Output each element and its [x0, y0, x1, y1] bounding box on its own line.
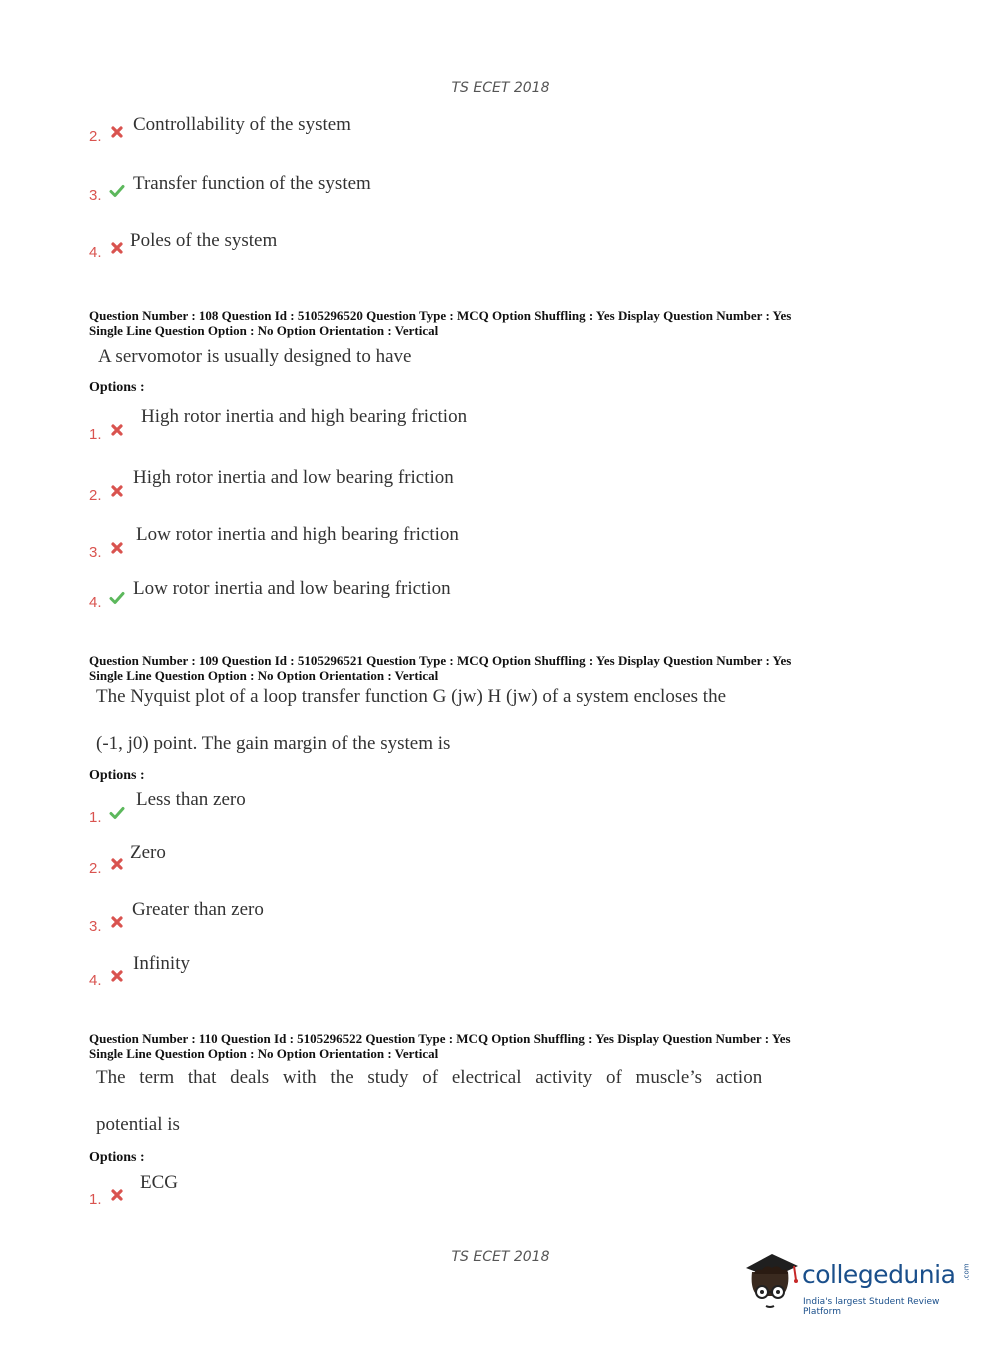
cross-icon — [109, 240, 125, 256]
logo-brand: collegedunia — [802, 1260, 956, 1289]
question-meta-line: Question Number : 108 Question Id : 5105296520 Question Type : MCQ Option Shuffling : Yes Display Question Number : Yes — [89, 308, 792, 323]
options-label: Options : — [89, 768, 145, 783]
option-number: 3. — [89, 544, 102, 561]
question-meta-line: Single Line Question Option : No Option Orientation : Vertical — [89, 1046, 439, 1061]
option-number: 2. — [89, 860, 102, 877]
cross-icon — [109, 856, 125, 872]
cross-icon — [109, 422, 125, 438]
cross-icon — [109, 914, 125, 930]
option-number: 4. — [89, 972, 102, 989]
page-header: TS ECET 2018 — [451, 80, 550, 96]
question-meta-line: Question Number : 110 Question Id : 5105296522 Question Type : MCQ Option Shuffling : Yes Display Question Number : Yes — [89, 1031, 791, 1046]
logo-tagline: India's largest Student Review Platform — [803, 1297, 940, 1317]
option-text: Low rotor inertia and high bearing friction — [136, 524, 459, 545]
question-meta — [89, 1031, 791, 1061]
option-text: Low rotor inertia and low bearing friction — [133, 578, 451, 599]
option-text: ECG — [140, 1172, 178, 1193]
option-number: 3. — [89, 187, 102, 204]
question-text-continued: potential is — [96, 1114, 180, 1135]
question-text: The term that deals with the study of electrical activity of muscle’s action — [96, 1067, 763, 1088]
option-text: Zero — [130, 842, 166, 863]
options-label: Options : — [89, 1150, 145, 1165]
option-text: Greater than zero — [132, 899, 264, 920]
cross-icon — [109, 540, 125, 556]
question-text: A servomotor is usually designed to have — [98, 346, 412, 367]
question-meta-line: Single Line Question Option : No Option Orientation : Vertical — [89, 323, 439, 338]
check-icon — [109, 183, 125, 199]
options-label: Options : — [89, 380, 145, 395]
check-icon — [109, 590, 125, 606]
option-text: Controllability of the system — [133, 114, 351, 135]
option-number: 1. — [89, 809, 102, 826]
option-text: High rotor inertia and low bearing friction — [133, 467, 454, 488]
question-meta-line: Single Line Question Option : No Option Orientation : Vertical — [89, 668, 439, 683]
option-text: Transfer function of the system — [133, 173, 371, 194]
question-meta — [89, 653, 791, 683]
logo-suffix: .com — [962, 1263, 971, 1281]
cross-icon — [109, 968, 125, 984]
option-number: 2. — [89, 128, 102, 145]
option-text: Infinity — [133, 953, 190, 974]
option-text: Less than zero — [136, 789, 246, 810]
option-number: 1. — [89, 1191, 102, 1208]
option-number: 4. — [89, 594, 102, 611]
collegedunia-logo — [742, 1250, 972, 1320]
question-meta-line: Question Number : 109 Question Id : 5105296521 Question Type : MCQ Option Shuffling : Yes Display Question Number : Yes — [89, 653, 792, 668]
option-text: Poles of the system — [130, 230, 278, 251]
question-text-continued: (-1, j0) point. The gain margin of the system is — [96, 733, 451, 754]
cross-icon — [109, 124, 125, 140]
mascot-icon — [742, 1250, 802, 1320]
option-text: High rotor inertia and high bearing friction — [141, 406, 468, 427]
cross-icon — [109, 483, 125, 499]
option-number: 2. — [89, 487, 102, 504]
page-footer: TS ECET 2018 — [451, 1249, 550, 1265]
option-number: 1. — [89, 426, 102, 443]
option-number: 3. — [89, 918, 102, 935]
question-text: The Nyquist plot of a loop transfer function G (jw) H (jw) of a system encloses the — [96, 686, 727, 707]
question-meta — [89, 308, 791, 338]
check-icon — [109, 805, 125, 821]
option-number: 4. — [89, 244, 102, 261]
cross-icon — [109, 1187, 125, 1203]
